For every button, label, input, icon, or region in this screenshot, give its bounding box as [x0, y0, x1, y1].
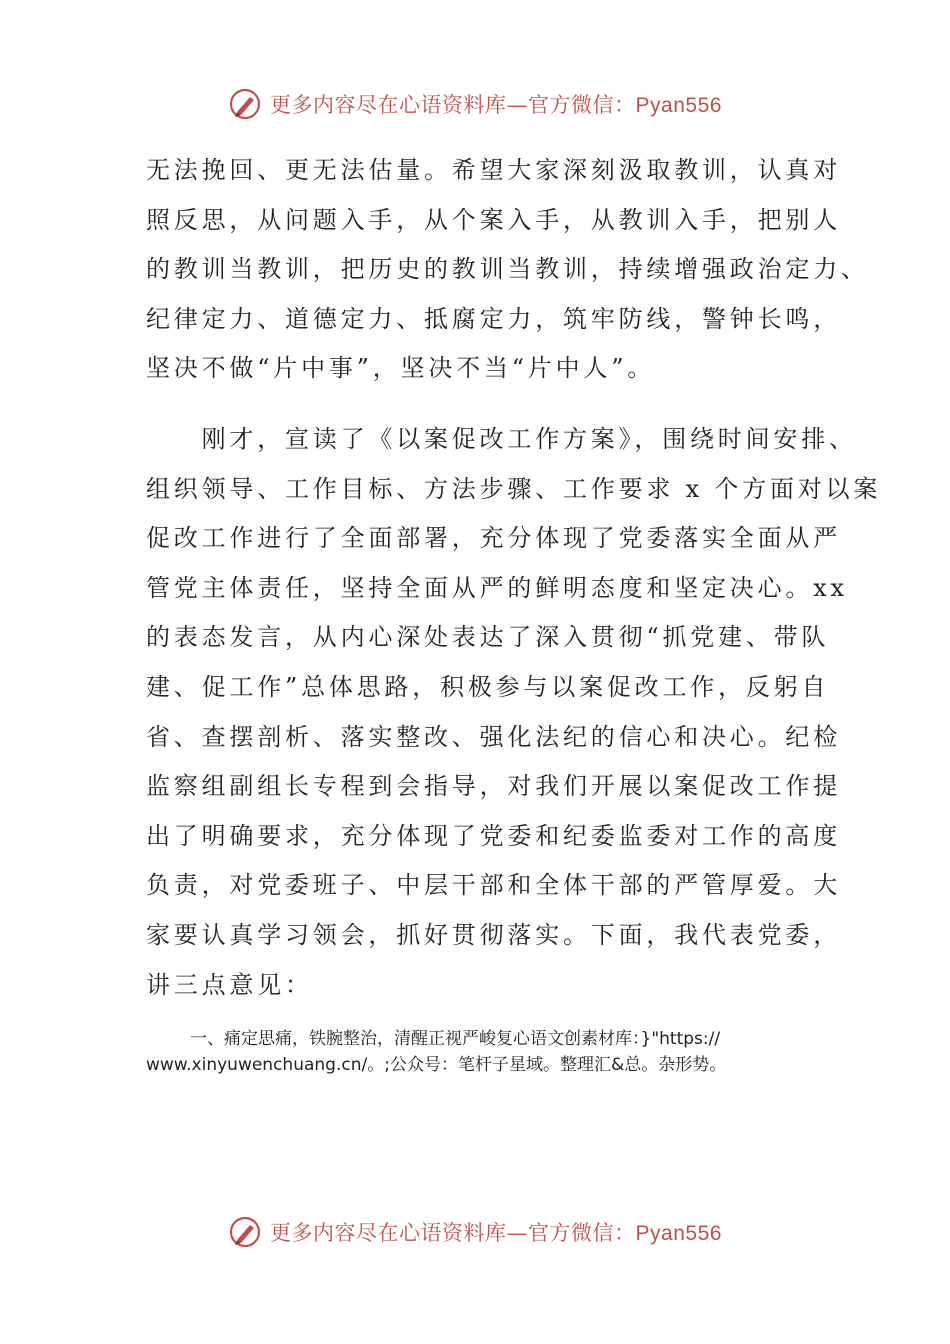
- banner-text-cn: 更多内容尽在心语资料库—官方微信：: [270, 1221, 636, 1245]
- section-heading-note: [146, 1026, 810, 1078]
- pen-seal-icon: [228, 87, 262, 121]
- text-line: 刚才，宣读了《以案促改工作方案》，围绕时间安排、: [146, 425, 857, 453]
- text-line: 讲三点意见：: [146, 970, 313, 999]
- text-line: 监察组副组长专程到会指导，对我们开展以案促改工作提: [146, 772, 841, 801]
- banner-text-cn: 更多内容尽在心语资料库—官方微信：: [270, 93, 636, 117]
- banner-text: [270, 89, 722, 119]
- text-line: 的教训当教训，把历史的教训当教训，持续增强政治定力、: [146, 255, 869, 284]
- text-line: 照反思，从问题入手，从个案入手，从教训入手，把别人: [146, 205, 841, 234]
- text-line: 纪律定力、道德定力、抵腐定力，筑牢防线，警钟长鸣，: [146, 304, 841, 333]
- text-line: 坚决不做“片中事”，坚决不当“片中人”。: [146, 354, 656, 383]
- text-line: 促改工作进行了全面部署，充分体现了党委落实全面从严: [146, 524, 841, 553]
- header-banner: [0, 84, 950, 124]
- text-line: 的表态发言，从内心深处表达了深入贯彻“抓党建、带队: [146, 623, 830, 652]
- text-line: 管党主体责任，坚持全面从严的鲜明态度和坚定决心。xx: [146, 573, 848, 602]
- text-line: 负责，对党委班子、中层干部和全体干部的严管厚爱。大: [146, 871, 841, 900]
- text-line: 组织领导、工作目标、方法步骤、工作要求 x 个方面对以案: [146, 474, 882, 503]
- banner-wechat-id: Pyan556: [635, 94, 722, 117]
- note-line: www.xinyuwenchuang.cn/。;公众号：笔杆子星域。整理汇&总。杂形势。: [146, 1055, 727, 1075]
- pen-seal-icon: [228, 1215, 262, 1249]
- paragraph-2: [146, 415, 882, 1010]
- banner-text: [270, 1217, 722, 1247]
- banner-wechat-id: Pyan556: [635, 1222, 722, 1245]
- footer-banner: [0, 1212, 950, 1252]
- paragraph-1: [146, 146, 869, 394]
- text-line: 家要认真学习领会，抓好贯彻落实。下面，我代表党委，: [146, 920, 841, 949]
- text-line: 出了明确要求，充分体现了党委和纪委监委对工作的高度: [146, 821, 841, 850]
- note-line: 一、痛定思痛，铁腕整治，清醒正视严峻复心语文创素材库：}"https://: [190, 1029, 721, 1049]
- text-line: 建、促工作”总体思路，积极参与以案促改工作，反躬自: [146, 672, 830, 701]
- text-line: 无法挽回、更无法估量。希望大家深刻汲取教训，认真对: [146, 156, 841, 184]
- text-line: 省、查摆剖析、落实整改、强化法纪的信心和决心。纪检: [146, 722, 841, 751]
